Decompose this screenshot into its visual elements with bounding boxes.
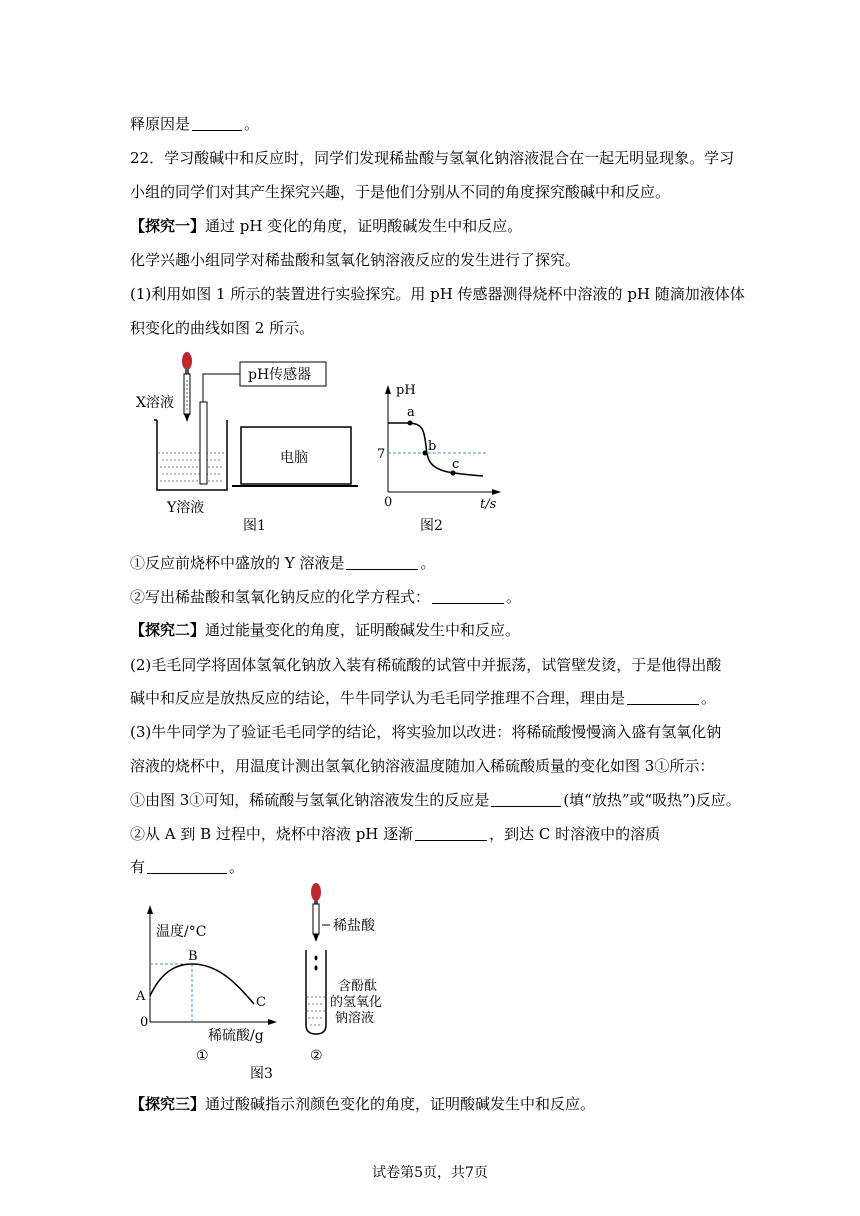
- text-line: (2)毛毛同学将固体氢氧化钠放入装有稀硫酸的试管中并振荡，试管壁发烫，于是他得出酸: [130, 656, 722, 674]
- text-line: 碱中和反应是放热反应的结论，牛牛同学认为毛毛同学推理不合理，理由是 。: [130, 689, 717, 707]
- figure-1-caption: 图1: [243, 518, 266, 534]
- figure-2: [368, 380, 508, 540]
- answer-blank[interactable]: [491, 791, 561, 807]
- text-line: 释原因是 。: [130, 115, 260, 133]
- answer-blank[interactable]: [415, 825, 487, 841]
- svg-text:0: 0: [140, 1015, 149, 1030]
- text-line: ①反应前烧杯中盛放的 Y 溶液是 。: [130, 554, 436, 572]
- question-22-line: 22．学习酸碱中和反应时，同学们发现稀盐酸与氢氧化钠溶液混合在一起无明显现象。学习: [130, 149, 735, 167]
- test-tube: [306, 950, 326, 1034]
- ph7-tick-label: 7: [377, 447, 386, 462]
- text-line: 积变化的曲线如图 2 所示。: [130, 319, 315, 337]
- svg-text:a: a: [407, 405, 415, 420]
- ph-probe: [200, 402, 207, 484]
- figure-2-caption: 图2: [420, 518, 443, 534]
- svg-text:0: 0: [384, 495, 393, 510]
- svg-text:A: A: [136, 989, 146, 1004]
- text-line: (3)牛牛同学为了验证毛毛同学的结论，将实验加以改进：将稀硫酸慢慢滴入盛有氢氧化钠: [130, 723, 722, 741]
- svg-text:钠溶液: 钠溶液: [335, 1011, 375, 1026]
- text-line: 小组的同学们对其产生探究兴趣，于是他们分别从不同的角度探究酸碱中和反应。: [130, 183, 671, 201]
- answer-blank[interactable]: [346, 554, 418, 570]
- answer-blank[interactable]: [432, 588, 504, 604]
- text-line: ②写出稀盐酸和氢氧化钠反应的化学方程式： 。: [130, 588, 522, 606]
- dropper-bulb: [311, 883, 321, 901]
- figure-3-caption: 图3: [250, 1066, 273, 1080]
- point-a: [408, 421, 413, 426]
- svg-text:②: ②: [310, 1048, 323, 1064]
- answer-blank[interactable]: [627, 689, 699, 705]
- svg-text:b: b: [428, 439, 437, 454]
- figure-1: [130, 350, 360, 540]
- temperature-curve: [150, 964, 254, 1004]
- text-line: 有 。: [130, 858, 245, 876]
- y-solution-label: Y溶液: [167, 500, 205, 516]
- ph-axis-label: pH: [396, 383, 416, 398]
- svg-text:B: B: [188, 949, 198, 964]
- answer-blank[interactable]: [192, 115, 242, 131]
- svg-text:的氢氧化: 的氢氧化: [330, 995, 383, 1010]
- text-line: ①由图 3①可知，稀硫酸与氢氧化钠溶液发生的反应是 (填“放热”或“吸热”)反应。: [130, 791, 741, 809]
- x-solution-label: X溶液: [136, 395, 174, 411]
- svg-text:①: ①: [196, 1048, 209, 1064]
- svg-text:含酚酞: 含酚酞: [338, 979, 378, 994]
- section-heading-2: 【探究二】通过能量变化的角度，证明酸碱发生中和反应。: [130, 621, 521, 639]
- section-heading-3: 【探究三】通过酸碱指示剂颜色变化的角度，证明酸碱发生中和反应。: [130, 1095, 596, 1113]
- svg-text:电脑: 电脑: [280, 450, 308, 466]
- beaker: [157, 420, 227, 490]
- answer-blank[interactable]: [147, 858, 227, 874]
- text-line: 化学兴趣小组同学对稀盐酸和氢氧化钠溶液反应的发生进行了探究。: [130, 251, 581, 269]
- text-line: (1)利用如图 1 所示的装置进行实验探究。用 pH 传感器测得烧杯中溶液的 pH 随滴加液体体: [130, 285, 745, 303]
- figure-3: [130, 880, 410, 1080]
- text-line: 溶液的烧杯中，用温度计测出氢氧化钠溶液温度随加入稀硫酸质量的变化如图 3①所示：: [130, 757, 715, 775]
- svg-text:C: C: [256, 995, 266, 1010]
- dropper-bulb: [182, 352, 192, 370]
- temperature-axis-label: 温度/°C: [156, 924, 207, 940]
- acid-mass-axis-label: 稀硫酸/g: [208, 1028, 264, 1044]
- svg-text:pH传感器: pH传感器: [248, 367, 312, 383]
- t-axis-label: t/s: [480, 497, 497, 512]
- acid-label: 稀盐酸: [333, 918, 375, 934]
- point-b: [423, 451, 428, 456]
- section-heading-1: 【探究一】通过 pH 变化的角度，证明酸碱发生中和反应。: [130, 217, 523, 235]
- text-line: ②从 A 到 B 过程中，烧杯中溶液 pH 逐渐 ，到达 C 时溶液中的溶质: [130, 825, 661, 843]
- page-footer: 试卷第5页，共7页: [372, 1165, 488, 1181]
- svg-text:c: c: [452, 457, 460, 472]
